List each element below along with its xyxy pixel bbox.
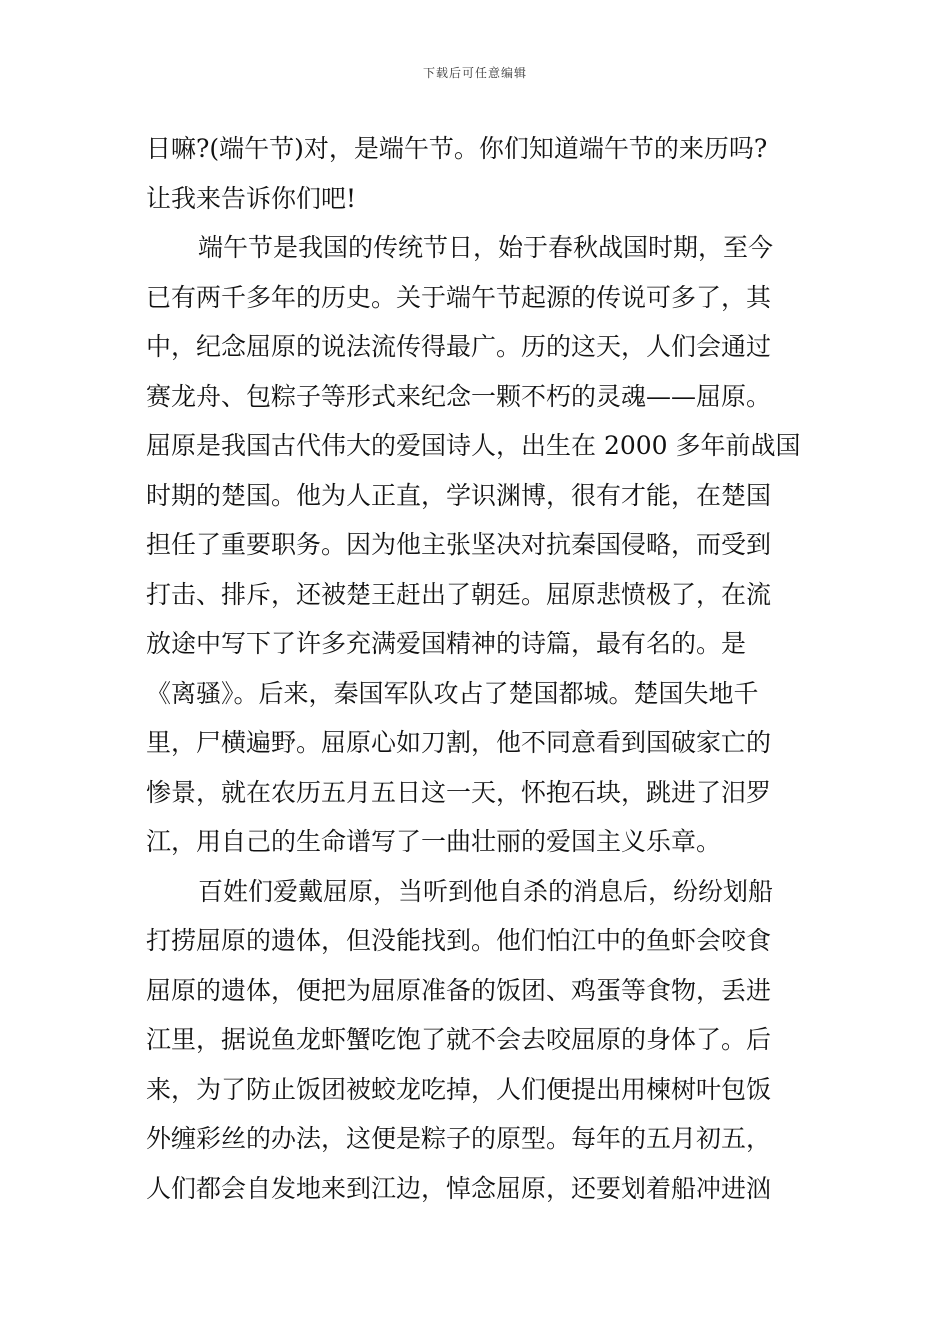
text-line: 赛龙舟、包粽子等形式来纪念一颗不朽的灵魂——屈原。 — [146, 381, 772, 411]
text-line: 里，尸横遍野。屈原心如刀割，他不同意看到国破家亡的 — [146, 728, 772, 757]
text-line: 屈原是我国古代伟大的爱国诗人，出生在 2000 多年前战国 — [146, 431, 801, 460]
text-line: 外缠彩丝的办法，这便是粽子的原型。每年的五月初五， — [146, 1124, 772, 1153]
text-line: 江，用自己的生命谱写了一曲壮丽的爱国主义乐章。 — [146, 827, 722, 856]
text-line: 让我来告诉你们吧! — [146, 183, 357, 213]
text-line: 人们都会自发地来到江边，悼念屈原，还要划着船冲进汹 — [146, 1173, 772, 1203]
paragraph-start-line: 端午节是我国的传统节日，始于春秋战国时期，至今 — [198, 233, 774, 262]
text-line: 屈原的遗体，便把为屈原准备的饭团、鸡蛋等食物，丢进 — [146, 975, 772, 1005]
text-line: 来，为了防止饭团被蛟龙吃掉，人们便提出用楝树叶包饭 — [146, 1074, 772, 1104]
text-line: 惨景，就在农历五月五日这一天，怀抱石块，跳进了汨罗 — [146, 777, 772, 807]
text-line: 打捞屈原的遗体，但没能找到。他们怕江中的鱼虾会咬食 — [146, 926, 772, 955]
text-line: 放途中写下了许多充满爱国精神的诗篇，最有名的。是 — [146, 629, 747, 658]
text-line: 担任了重要职务。因为他主张坚决对抗秦国侵略，而受到 — [146, 530, 772, 559]
text-line: 打击、排斥，还被楚王赶出了朝廷。屈原悲愤极了，在流 — [146, 579, 772, 609]
text-line: 中，纪念屈原的说法流传得最广。历的这天，人们会通过 — [146, 332, 772, 361]
text-line: 已有两千多年的历史。关于端午节起源的传说可多了，其 — [146, 282, 772, 312]
text-line: 日嘛?(端午节)对，是端午节。你们知道端午节的来历吗? — [146, 134, 768, 163]
paragraph-start-line: 百姓们爱戴屈原，当听到他自杀的消息后，纷纷划船 — [198, 876, 774, 906]
text-line: 江里，据说鱼龙虾蟹吃饱了就不会去咬屈原的身体了。后 — [146, 1025, 772, 1054]
text-line: 《离骚》。后来，秦国军队攻占了楚国都城。楚国失地千 — [146, 678, 759, 708]
text-line: 时期的楚国。他为人正直，学识渊博，很有才能，在楚国 — [146, 480, 772, 510]
document-body — [146, 124, 810, 1213]
page-header: 下载后可任意编辑 — [422, 66, 527, 80]
